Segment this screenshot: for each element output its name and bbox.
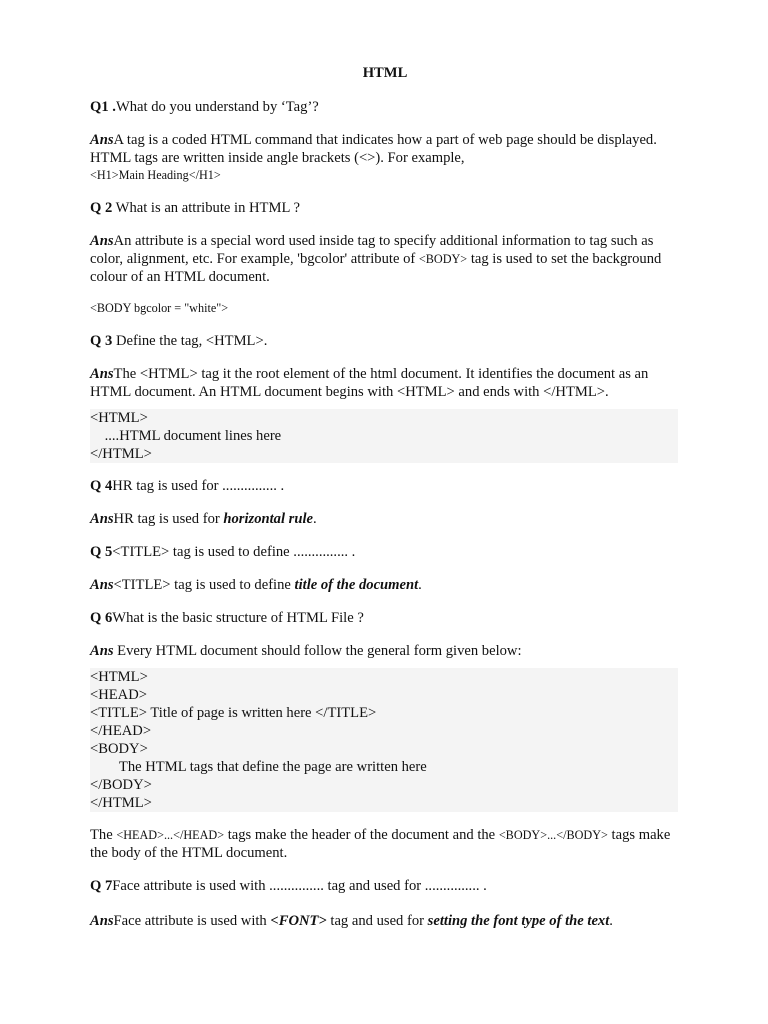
answer-label: Ans: [90, 643, 114, 659]
answer-text: Every HTML document should follow the general form given below:: [113, 643, 522, 659]
code-block: [90, 409, 678, 463]
code-example: <BODY bgcolor = "white">: [90, 301, 229, 315]
answer-label: Ans: [90, 132, 114, 148]
structure-note: [90, 826, 680, 862]
question-text: What is the basic structure of HTML File ?: [112, 610, 364, 626]
code-line: <TITLE> Title of page is written here </TITLE>: [90, 705, 377, 721]
answer-emphasis: setting the font type of the text: [427, 913, 610, 929]
code-line: <HTML>: [90, 669, 148, 685]
code-line: <HEAD>: [90, 687, 147, 703]
code-block: [90, 668, 678, 812]
question-label: Q 6: [90, 610, 113, 626]
question-text: HR tag is used for ............... .: [112, 478, 285, 494]
question-text: What is an attribute in HTML ?: [112, 200, 300, 216]
code-line: </BODY>: [90, 777, 152, 793]
inline-tag: <HEAD>...</HEAD>: [116, 828, 225, 842]
answer-text: The <HTML> tag it the root element of the html document. It identifies the document as an HTML document. An HTML document begins with <HTML> and ends with </HTML>.: [90, 366, 649, 400]
answer-7: [90, 912, 680, 930]
answer-label: Ans: [90, 366, 114, 382]
answer-4: [90, 510, 680, 528]
document-content: [90, 64, 680, 945]
answer-1: [90, 131, 680, 167]
code-line: ....HTML document lines here: [90, 428, 282, 444]
question-6: [90, 609, 680, 627]
answer-text: .: [609, 913, 613, 929]
question-2: [90, 199, 680, 217]
answer-2: [90, 232, 680, 286]
answer-text: tag is used to set the background colour of an HTML document.: [90, 251, 662, 285]
question-text: Face attribute is used with ............... tag and used for ............... .: [112, 878, 487, 894]
answer-emphasis: horizontal rule: [223, 511, 314, 527]
question-text: <TITLE> tag is used to define ............... .: [112, 544, 356, 560]
inline-tag: <BODY>: [418, 252, 468, 266]
question-label: Q 2: [90, 200, 113, 216]
answer-label: Ans: [90, 913, 114, 929]
question-text: What do you understand by ‘Tag’?: [115, 99, 319, 115]
answer-6: [90, 642, 680, 660]
page-title: HTML: [362, 65, 408, 81]
note-text: The: [90, 827, 117, 843]
code-line: <HTML>: [90, 410, 148, 426]
answer-label: Ans: [90, 233, 114, 249]
question-label: Q 5: [90, 544, 113, 560]
question-label: Q 7: [90, 878, 113, 894]
answer-text: A tag is a coded HTML command that indicates how a part of web page should be displayed. HTML tags are written inside angle brackets (<>). For example,: [90, 132, 657, 166]
question-text: Define the tag, <HTML>.: [112, 333, 268, 349]
inline-tag: <BODY>...</BODY>: [498, 828, 608, 842]
code-line: <BODY>: [90, 741, 148, 757]
question-5: [90, 543, 680, 561]
answer-text: .: [313, 511, 317, 527]
note-text: tags make the header of the document and the: [224, 827, 499, 843]
code-line: </HEAD>: [90, 723, 152, 739]
code-line: </HTML>: [90, 795, 152, 811]
answer-text: Face attribute is used with: [113, 913, 271, 929]
code-example: <H1>Main Heading</H1>: [90, 168, 221, 182]
answer-3: [90, 365, 680, 401]
question-7: [90, 877, 680, 895]
answer-label: Ans: [90, 577, 114, 593]
answer-text: <TITLE> tag is used to define: [113, 577, 295, 593]
question-1: [90, 98, 680, 116]
answer-text: tag and used for: [326, 913, 428, 929]
question-label: Q 4: [90, 478, 113, 494]
answer-label: Ans: [90, 511, 114, 527]
code-line: The HTML tags that define the page are written here: [90, 759, 427, 775]
note-text: tags make the body of the HTML document.: [90, 827, 671, 861]
answer-5: [90, 576, 680, 594]
answer-emphasis: <FONT>: [270, 913, 327, 929]
question-4: [90, 477, 680, 495]
answer-text: .: [418, 577, 422, 593]
question-label: Q1 .: [90, 99, 116, 115]
answer-text: An attribute is a special word used inside tag to specify additional information to tag such as color, alignment, etc. For example, 'bgcolor' attribute of: [90, 233, 654, 267]
question-3: [90, 332, 680, 350]
question-label: Q 3: [90, 333, 113, 349]
code-line: </HTML>: [90, 446, 152, 462]
answer-emphasis: title of the document: [294, 577, 419, 593]
answer-text: HR tag is used for: [113, 511, 224, 527]
